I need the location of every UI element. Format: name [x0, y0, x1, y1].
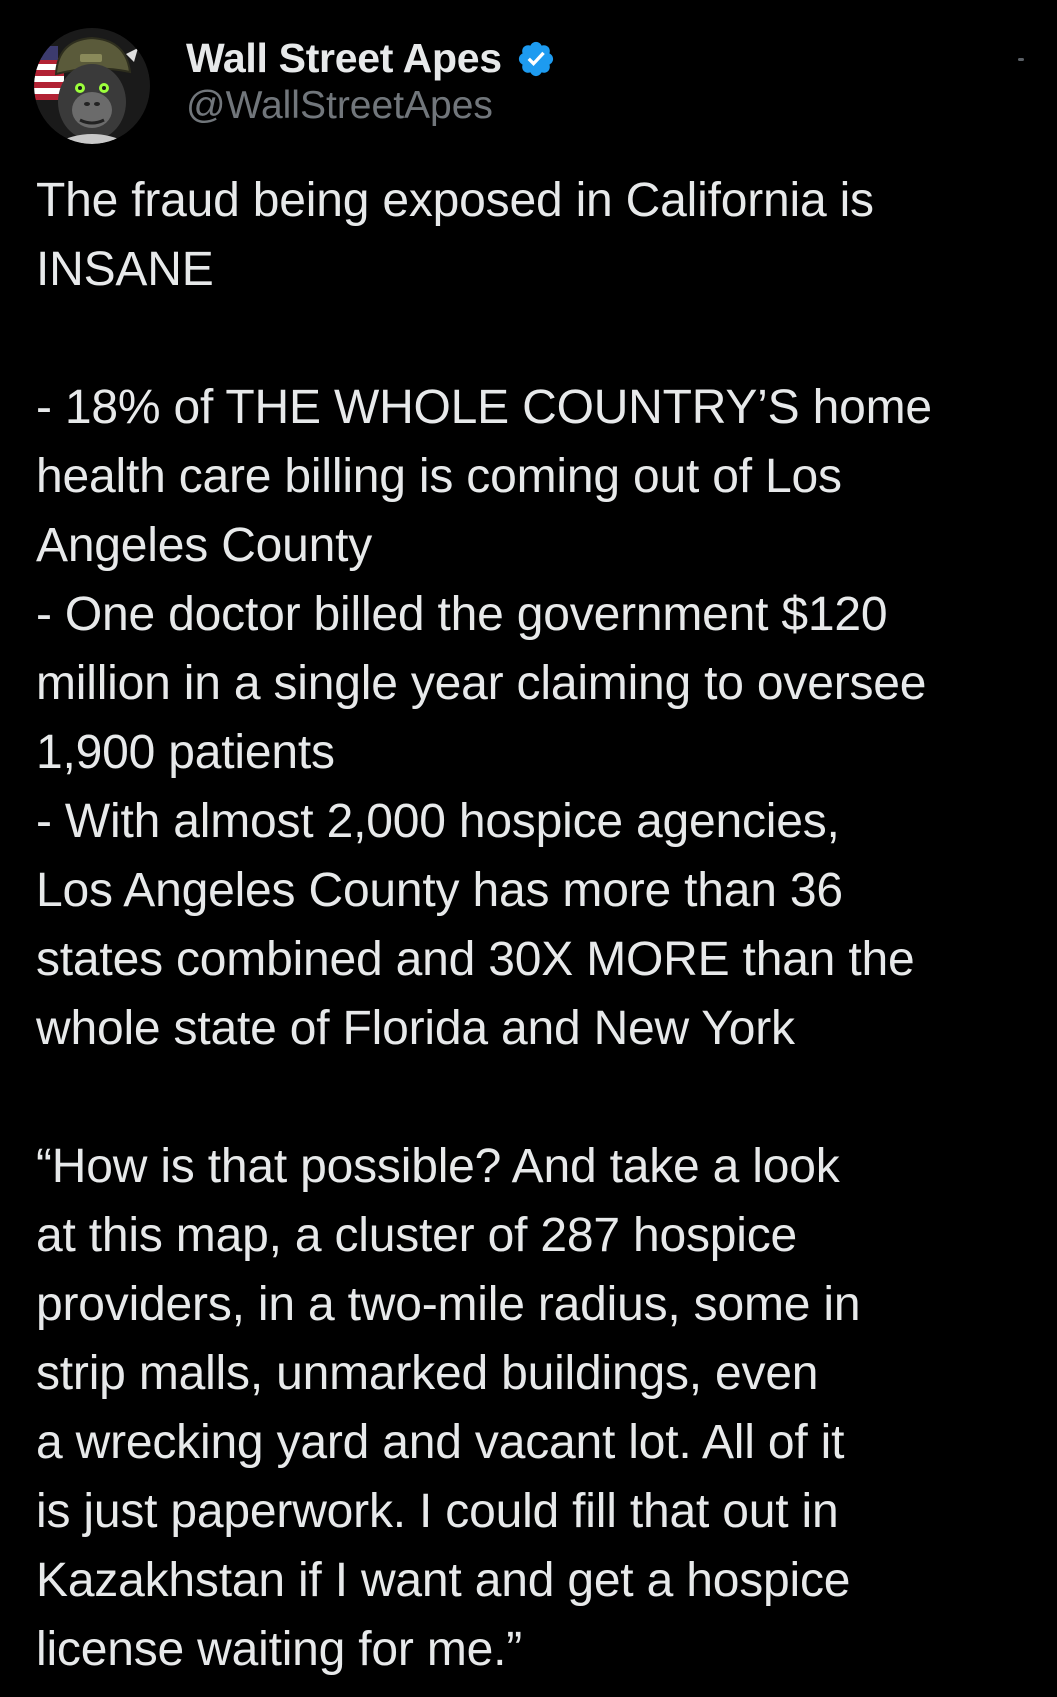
- tweet-line: - One doctor billed the government $120: [36, 588, 888, 641]
- tweet-line: license waiting for me.”: [36, 1623, 523, 1676]
- tweet-line: whole state of Florida and New York: [36, 1002, 795, 1055]
- tweet-line: million in a single year claiming to oversee: [36, 657, 927, 710]
- display-name[interactable]: Wall Street Apes: [186, 34, 502, 81]
- paragraph-gap: [36, 1063, 1046, 1132]
- tweet-line: The fraud being exposed in California is: [36, 174, 874, 227]
- tweet-line: is just paperwork. I could fill that out in: [36, 1485, 839, 1538]
- tweet-line: 1,900 patients: [36, 726, 335, 779]
- tweet-line: Angeles County: [36, 519, 373, 572]
- paragraph-gap: [36, 304, 1046, 373]
- tweet-line: health care billing is coming out of Los: [36, 450, 842, 503]
- gorilla-soldier-avatar-icon: [34, 28, 150, 144]
- verified-badge-icon: [516, 39, 556, 79]
- tweet-line: states combined and 30X MORE than the: [36, 933, 915, 986]
- tweet-line: Los Angeles County has more than 36: [36, 864, 843, 917]
- tweet-line: - With almost 2,000 hospice agencies,: [36, 795, 840, 848]
- tweet-line: at this map, a cluster of 287 hospice: [36, 1209, 798, 1262]
- tweet-line: INSANE: [36, 243, 214, 296]
- tweet-line: “How is that possible? And take a look: [36, 1140, 840, 1193]
- tweet-line: Kazakhstan if I want and get a hospice: [36, 1554, 851, 1607]
- author-handle[interactable]: @WallStreetApes: [186, 84, 493, 127]
- tweet-line: a wrecking yard and vacant lot. All of it: [36, 1416, 845, 1469]
- avatar[interactable]: [34, 28, 150, 144]
- author-name-row[interactable]: [186, 30, 556, 86]
- tweet-line: - 18% of THE WHOLE COUNTRY’S home: [36, 381, 932, 434]
- more-options-icon[interactable]: [1018, 58, 1024, 61]
- tweet-line: strip malls, unmarked buildings, even: [36, 1347, 819, 1400]
- tweet-text: [36, 166, 1046, 1684]
- tweet-line: providers, in a two-mile radius, some in: [36, 1278, 861, 1331]
